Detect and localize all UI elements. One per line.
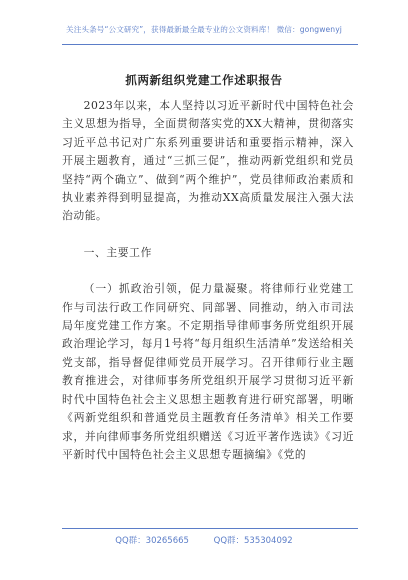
footer — [0, 534, 408, 546]
document-body — [62, 97, 354, 464]
footer-qq-group-2: QQ群：535304092 — [213, 536, 293, 546]
footer-divider — [62, 528, 358, 529]
footer-qq-group-1: QQ群：30265665 — [115, 536, 189, 546]
intro-paragraph: 2023年以来，本人坚持以习近平新时代中国特色社会主义思想为指导，全面贯彻落实党的XX大精神，贯彻落实习近平总书记对广东系列重要讲话和重要指示精神，深入开展主题教育，通过“三抓三促”，推动两新党组织和党员坚持“两个确立”、做到“两个维护”，党员律师政治素质和执业素养得到明显提高，为推动XX高质量发展注入强大法治动能。 — [62, 99, 354, 223]
document-title: 抓两新组织党建工作述职报告 — [125, 73, 283, 87]
section-heading: 一、主要工作 — [83, 245, 152, 259]
header-divider — [62, 44, 358, 45]
header-banner: 关注头条号“公文研究”，获得最新最全最专业的公文资料库！ 微信：gongwenyj — [66, 25, 342, 34]
section-paragraph: （一）抓政治引领，促力量凝聚。将律师行业党建工作与司法行政工作同研究、同部署、同推动，纳入市司法局年度党建工作方案。不定期指导律师事务所党组织开展政治理论学习，每月1号将“每月组织生活清单”发送给相关党支部，指导督促律师党员开展学习。召开律师行业主题教育推进会，对律师事务所党组织开展学习贯彻习近平新时代中国特色社会主义思想主题教育进行研究部署，明晰《两新党组织和普通党员主题教育任务清单》相关工作要求，并向律师事务所党组织赠送《习近平著作选读》《习近平新时代中国特色社会主义思想专题摘编》《党的 — [62, 282, 354, 461]
